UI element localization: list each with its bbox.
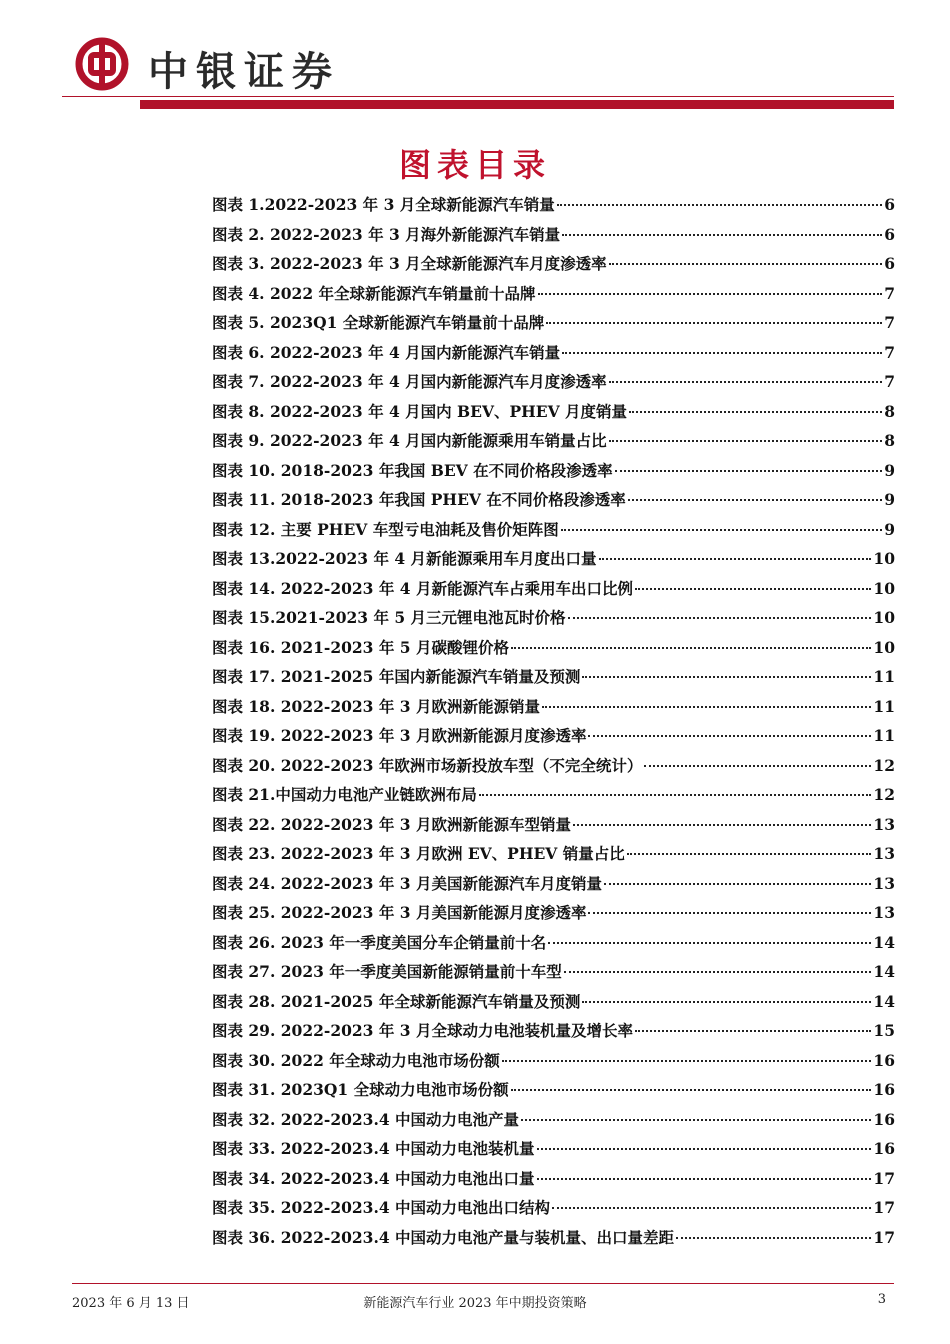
toc-entry[interactable] [212,636,895,666]
toc-dot-leader [604,883,871,885]
toc-dot-leader [521,1119,871,1121]
toc-entry-label: 图表 12. 主要 PHEV 车型亏电油耗及售价矩阵图 [212,519,559,539]
toc-entry[interactable] [212,665,895,695]
toc-entry-label: 图表 27. 2023 年一季度美国新能源销量前十车型 [212,962,562,981]
toc-entry-page: 16 [873,1139,895,1158]
toc-entry[interactable] [212,606,895,636]
toc-dot-leader [588,735,871,737]
toc-entry[interactable] [212,813,895,843]
toc-entry-label: 图表 28. 2021-2025 年全球新能源汽车销量及预测 [212,991,581,1011]
toc-entry-label: 图表 6. 2022-2023 年 4 月国内新能源汽车销量 [212,342,561,362]
toc-entry-label: 图表 8. 2022-2023 年 4 月国内 BEV、PHEV 月度销量 [212,401,628,421]
footer-date: 2023 年 6 月 13 日 [72,1296,190,1311]
toc-dot-leader [676,1237,871,1239]
toc-entry-label: 图表 13.2022-2023 年 4 月新能源乘用车月度出口量 [212,549,597,568]
toc-entry-page: 17 [873,1227,895,1247]
toc-dot-leader [562,234,882,236]
toc-entry[interactable] [212,282,895,312]
toc-entry-page: 7 [884,313,895,332]
toc-entry-page: 12 [873,785,895,804]
toc-dot-leader [588,912,871,914]
toc-entry[interactable] [212,459,895,489]
toc-dot-leader [628,499,882,501]
toc-entry[interactable] [212,1137,895,1167]
toc-entry-label: 图表 17. 2021-2025 年国内新能源汽车销量及预测 [212,667,581,686]
toc-entry[interactable] [212,370,895,400]
toc-entry-page: 9 [884,490,895,509]
toc-entry[interactable] [212,341,895,371]
toc-entry[interactable] [212,577,895,607]
toc-entry[interactable] [212,1019,895,1049]
toc-entry-page: 16 [873,1050,895,1070]
toc-entry-label: 图表 31. 2023Q1 全球动力电池市场份额 [212,1080,509,1099]
toc-entry[interactable] [212,1167,895,1197]
toc-dot-leader [582,1001,871,1003]
toc-entry-page: 8 [884,431,895,450]
toc-entry-label: 图表 20. 2022-2023 年欧洲市场新投放车型（不完全统计） [212,755,643,775]
toc-entry-page: 6 [884,224,895,244]
toc-entry-label: 图表 18. 2022-2023 年 3 月欧洲新能源销量 [212,696,540,716]
toc-dot-leader [562,352,882,354]
toc-entry-page: 7 [884,283,895,303]
toc-entry-label: 图表 19. 2022-2023 年 3 月欧洲新能源月度渗透率 [212,726,587,745]
toc-entry-page: 17 [873,1198,895,1217]
toc-entry[interactable] [212,547,895,577]
toc-entry-page: 11 [873,726,895,745]
toc-dot-leader [537,1178,872,1180]
toc-dot-leader [609,263,883,265]
toc-entry[interactable] [212,1196,895,1226]
toc-entry-page: 10 [873,637,895,657]
toc-entry-page: 13 [873,814,895,834]
toc-dot-leader [635,1030,871,1032]
toc-dot-leader [511,647,871,649]
toc-dot-leader [599,558,872,560]
toc-entry-page: 8 [884,401,895,421]
toc-entry-label: 图表 21.中国动力电池产业链欧洲布局 [212,785,477,804]
toc-entry-label: 图表 29. 2022-2023 年 3 月全球动力电池装机量及增长率 [212,1021,633,1040]
toc-entry-page: 13 [873,844,895,863]
toc-entry[interactable] [212,901,895,931]
toc-entry-label: 图表 4. 2022 年全球新能源汽车销量前十品牌 [212,283,536,303]
toc-entry-label: 图表 32. 2022-2023.4 中国动力电池产量 [212,1109,520,1129]
footer-page-number: 3 [877,1292,886,1307]
toc-dot-leader [479,794,872,796]
toc-entry-label: 图表 16. 2021-2023 年 5 月碳酸锂价格 [212,637,509,657]
toc-entry-label: 图表 1.2022-2023 年 3 月全球新能源汽车销量 [212,195,555,214]
toc-dot-leader [557,204,882,206]
toc-dot-leader [564,971,872,973]
toc-entry-page: 16 [873,1109,895,1129]
toc-entry-page: 6 [884,254,895,273]
toc-entry[interactable] [212,518,895,548]
toc-entry-label: 图表 10. 2018-2023 年我国 BEV 在不同价格段渗透率 [212,460,613,480]
toc-dot-leader [561,529,883,531]
toc-entry-page: 10 [873,549,895,568]
toc-entry-page: 14 [873,991,895,1011]
toc-entry[interactable] [212,1108,895,1138]
toc-dot-leader [537,1148,872,1150]
toc-dot-leader [609,440,883,442]
toc-entry[interactable] [212,990,895,1020]
toc-entry-page: 11 [873,696,895,716]
toc-entry-page: 12 [873,755,895,775]
toc-entry[interactable] [212,960,895,990]
toc-entry[interactable] [212,429,895,459]
toc-entry-label: 图表 36. 2022-2023.4 中国动力电池产量与装机量、出口量差距 [212,1227,675,1247]
toc-entry[interactable] [212,724,895,754]
toc-dot-leader [609,381,883,383]
toc-entry-label: 图表 34. 2022-2023.4 中国动力电池出口量 [212,1168,535,1188]
toc-entry[interactable] [212,842,895,872]
toc-entry[interactable] [212,931,895,961]
footer-report-title: 新能源汽车行业 2023 年中期投资策略 [363,1296,587,1311]
toc-entry-label: 图表 5. 2023Q1 全球新能源汽车销量前十品牌 [212,313,545,332]
toc-entry-page: 7 [884,342,895,362]
toc-entry[interactable] [212,783,895,813]
toc-entry[interactable] [212,311,895,341]
toc-entry-label: 图表 24. 2022-2023 年 3 月美国新能源汽车月度销量 [212,873,602,893]
toc-entry-page: 10 [873,608,895,627]
toc-entry-page: 6 [884,195,895,214]
toc-entry-label: 图表 14. 2022-2023 年 4 月新能源汽车占乘用车出口比例 [212,578,633,598]
toc-entry-page: 13 [873,873,895,893]
toc-entry-page: 15 [873,1021,895,1040]
toc-dot-leader [538,293,883,295]
toc-entry[interactable] [212,1078,895,1108]
toc-dot-leader [582,676,871,678]
bank-of-china-logo-icon [74,36,130,92]
toc-entry[interactable] [212,223,895,253]
toc-entry-page: 16 [873,1080,895,1099]
toc-entry-label: 图表 7. 2022-2023 年 4 月国内新能源汽车月度渗透率 [212,372,607,391]
toc-entry[interactable] [212,1226,895,1256]
toc-entry-page: 10 [873,578,895,598]
toc-entry-page: 14 [873,932,895,952]
toc-dot-leader [635,588,871,590]
toc-entry-page: 11 [873,667,895,686]
toc-entry[interactable] [212,252,895,282]
toc-dot-leader [542,706,871,708]
toc-entry-label: 图表 35. 2022-2023.4 中国动力电池出口结构 [212,1198,551,1217]
toc-entry-label: 图表 22. 2022-2023 年 3 月欧洲新能源车型销量 [212,814,571,834]
toc-dot-leader [615,470,883,472]
toc-entry-label: 图表 26. 2023 年一季度美国分车企销量前十名 [212,932,547,952]
toc-entry-label: 图表 30. 2022 年全球动力电池市场份额 [212,1050,500,1070]
toc-entry[interactable] [212,488,895,518]
toc-entry-label: 图表 15.2021-2023 年 5 月三元锂电池瓦时价格 [212,608,566,627]
toc-entry-page: 9 [884,519,895,539]
toc-entry-label: 图表 23. 2022-2023 年 3 月欧洲 EV、PHEV 销量占比 [212,844,625,863]
toc-dot-leader [546,322,882,324]
toc-dot-leader [627,853,872,855]
toc-dot-leader [629,411,882,413]
toc-entry-page: 13 [873,903,895,922]
brand-name: 中银证券 [148,49,340,95]
toc-entry[interactable] [212,872,895,902]
toc-entry-label: 图表 3. 2022-2023 年 3 月全球新能源汽车月度渗透率 [212,254,607,273]
toc-dot-leader [511,1089,872,1091]
toc-entry-page: 7 [884,372,895,391]
toc-entry-page: 17 [873,1168,895,1188]
toc-entry-label: 图表 25. 2022-2023 年 3 月美国新能源月度渗透率 [212,903,587,922]
toc-entry[interactable] [212,695,895,725]
toc-entry[interactable] [212,400,895,430]
toc-dot-leader [568,617,872,619]
footer-rule [72,1283,894,1284]
header-rule-thin [62,96,894,97]
toc-entry[interactable] [212,1049,895,1079]
header-rule-thick [140,100,894,109]
page-title: 图表目录 [398,146,551,184]
toc-entry-label: 图表 2. 2022-2023 年 3 月海外新能源汽车销量 [212,224,561,244]
toc-list [212,193,895,1255]
header [64,30,894,110]
toc-entry[interactable] [212,754,895,784]
toc-entry-page: 14 [873,962,895,981]
toc-entry-page: 9 [884,460,895,480]
toc-entry[interactable] [212,193,895,223]
toc-dot-leader [552,1207,871,1209]
toc-entry-label: 图表 11. 2018-2023 年我国 PHEV 在不同价格段渗透率 [212,490,626,509]
toc-dot-leader [573,824,871,826]
toc-dot-leader [502,1060,872,1062]
toc-dot-leader [644,765,871,767]
toc-dot-leader [548,942,871,944]
toc-entry-label: 图表 9. 2022-2023 年 4 月国内新能源乘用车销量占比 [212,431,607,450]
toc-entry-label: 图表 33. 2022-2023.4 中国动力电池装机量 [212,1139,535,1158]
